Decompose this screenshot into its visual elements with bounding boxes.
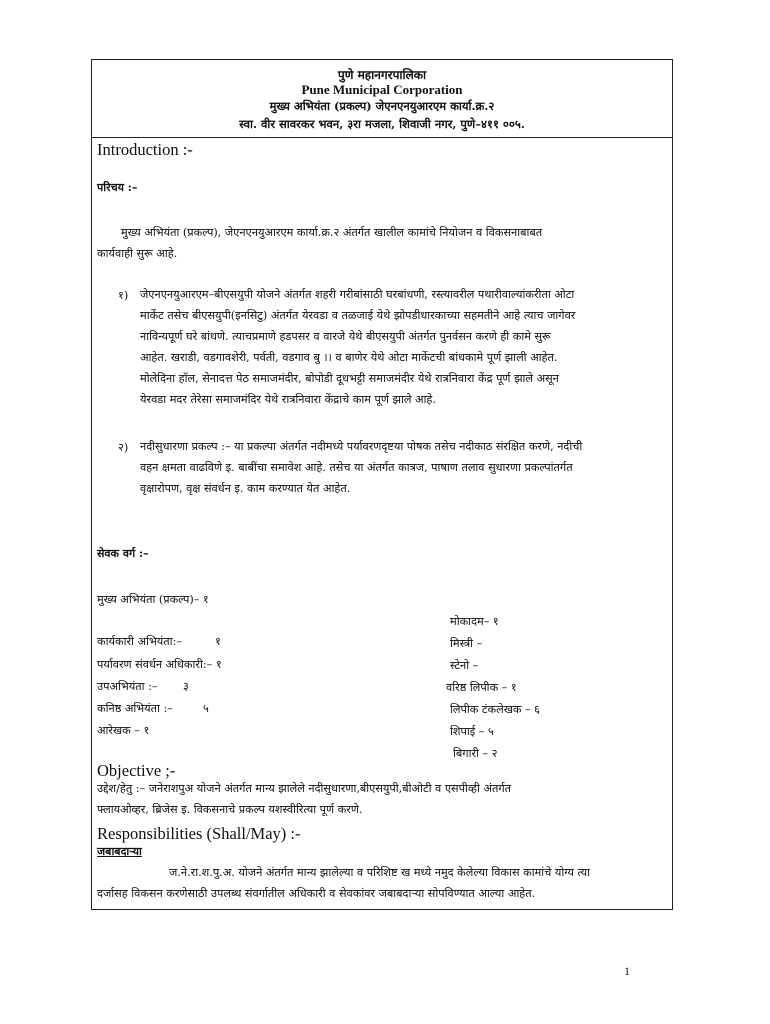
responsibilities-line: ज.ने.रा.श.पु.अ. योजने अंतर्गत मान्य झालेल्या व परिशिष्ट ख मध्ये नमुद केलेल्या विकास कामांचे योग्य त्या <box>169 866 591 879</box>
page-number: 1 <box>624 964 630 978</box>
responsibilities-paragraph <box>97 862 661 904</box>
item-1-paragraph <box>140 284 664 410</box>
objective-heading: Objective ;- <box>97 761 176 780</box>
header-office: मुख्य अभियंता (प्रकल्प) जेएनएनयुआरएम कार्या.क्र.२ <box>269 99 495 113</box>
item-2-paragraph <box>140 436 664 499</box>
responsibilities-subheading: जबाबदाऱ्या <box>97 845 142 858</box>
staff-count: १ <box>215 635 221 648</box>
item-1-line: मोलेदिना हॉल, सेनादत्त पेठ समाजमंदीर, बोपोडी दूधभट्टी समाजमंदीर येथे रात्रनिवारा केंद्र पूर्ण झाले असून <box>140 372 559 385</box>
intro-line: कार्यवाही सुरू आहे. <box>97 247 178 260</box>
staff-right-row: वरिष्ठ लिपीक – १ <box>446 681 517 694</box>
staff-count: ३ <box>183 680 189 693</box>
staff-count: ५ <box>203 702 209 715</box>
staff-heading: सेवक वर्ग :– <box>97 547 149 560</box>
staff-left-row <box>97 679 189 694</box>
header-address: स्वा. वीर सावरकर भवन, ३रा मजला, शिवाजी नगर, पुणे–४११ ००५. <box>239 117 525 131</box>
item-1-number: १) <box>118 289 129 302</box>
introduction-heading-marathi: परिचय :– <box>97 181 138 194</box>
objective-line: फ्लायओव्हर, ब्रिजेस इ. विकसनाचे प्रकल्प यशस्वीरित्या पूर्ण करणे. <box>97 803 363 816</box>
item-1-line: मार्केट तसेच बीएसयुपी(इनसिटु) अंतर्गत येरवडा व तळजाई येथे झोपडीधारकाच्या सहमतीने आहे त्याच जागेवर <box>140 309 576 322</box>
header-org-english: Pune Municipal Corporation <box>301 82 463 97</box>
objective-line: उद्देश/हेतु :– जनेराशपुअ योजने अंतर्गत मान्य झालेले नदीसुधारणा,बीएसयुपी,बीओटी व एसपीव्ही अंतर्गत <box>97 782 512 795</box>
introduction-heading: Introduction :- <box>97 140 193 159</box>
item-2-line: नदीसुधारणा प्रकल्प :– या प्रकल्पा अंतर्गत नदीमध्ये पर्यावरणदृष्टया पोषक तसेच नदीकाठ संरक्षित करणे, नदीची <box>140 440 583 453</box>
staff-right-row: लिपीक टंकलेखक – ६ <box>450 703 540 716</box>
staff-right-row: स्टेनो – <box>450 659 479 672</box>
responsibilities-line: दर्जासह विकसन करणेसाठी उपलब्ध संवर्गातील अधिकारी व सेवकांवर जबाबदाऱ्या सोपविण्यात आल्या आहेत. <box>97 887 536 900</box>
staff-left-row <box>97 634 221 649</box>
staff-label: आरेखक – १ <box>97 724 150 737</box>
item-1-line: येरवडा मदर तेरेसा समाजमंदिर येथे रात्रनिवारा केंद्राचे काम पूर्ण झाले आहे. <box>140 393 436 406</box>
staff-chief: मुख्य अभियंता (प्रकल्प)– १ <box>97 593 209 606</box>
staff-right-row: मोकादम– १ <box>450 615 499 628</box>
item-1-line: जेएनएनयुआरएम–बीएसयुपी योजने अंतर्गत शहरी गरीबांसाठी घरबांधणी, रस्त्यावरील पथारीवाल्यांकरीता ओटा <box>140 288 575 301</box>
staff-label: कार्यकारी अभियंता:– <box>97 635 182 648</box>
header-org-marathi: पुणे महानगरपालिका <box>337 68 427 82</box>
item-2-number: २) <box>118 441 129 454</box>
staff-label: पर्यावरण संवर्धन अधिकारी:– १ <box>97 658 222 671</box>
staff-right-row: शिपाई – ५ <box>450 725 494 738</box>
responsibilities-heading: Responsibilities (Shall/May) :- <box>97 824 301 843</box>
staff-left-row <box>97 657 222 672</box>
intro-paragraph <box>97 222 661 264</box>
staff-left-row <box>97 701 209 716</box>
staff-label: उपअभियंता :– <box>97 680 158 693</box>
item-2-line: वहन क्षमता वाढविणे इ. बाबींचा समावेश आहे. तसेच या अंतर्गत कात्रज, पाषाण तलाव सुधारणा प्रकल्पांतर्गत <box>140 461 573 474</box>
item-1-line: आहेत. खराडी, वडगावशेरी, पर्वती, वडगाव बु ।। व बाणेर येथे ओटा मार्केटची बांधकामे पूर्ण झाली आहेत. <box>140 351 558 364</box>
staff-right-row: मिस्त्री – <box>450 637 483 650</box>
header-divider <box>92 137 672 138</box>
staff-right-row: बिगारी – २ <box>453 747 498 760</box>
item-1-line: नाविन्यपूर्ण घरे बांधणे. त्याचप्रमाणे हडपसर व वारजे येथे बीएसयुपी अंतर्गत पुनर्वसन करणे ही कामे सुरू <box>140 330 551 343</box>
objective-paragraph <box>97 778 661 820</box>
staff-left-row <box>97 723 149 738</box>
staff-label: कनिष्ठ अभियंता :– <box>97 702 173 715</box>
item-2-line: वृक्षारोपण, वृक्ष संवर्धन इ. काम करण्यात येत आहेत. <box>140 482 351 495</box>
intro-line: मुख्य अभियंता (प्रकल्प), जेएनएनयुआरएम कार्या.क्र.२ अंतर्गत खालील कामांचे नियोजन व विकसनाबाबत <box>121 226 543 239</box>
